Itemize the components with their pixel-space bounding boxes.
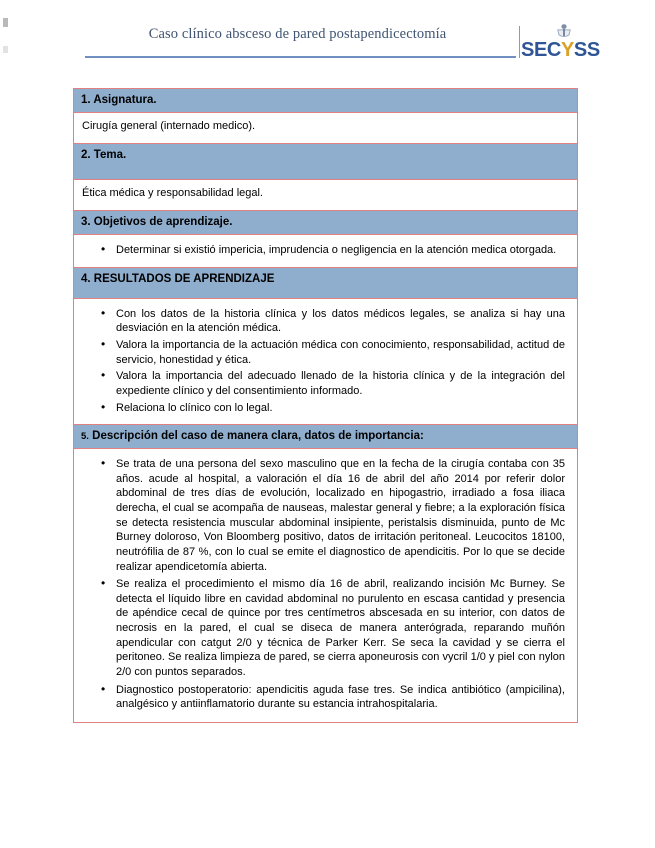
case-document-table — [73, 88, 578, 723]
section-body-row-objetivos — [74, 235, 578, 268]
resultados-bullet-list — [82, 307, 569, 415]
descripcion-bullet-list — [82, 457, 569, 712]
logo-text-y: Y — [560, 39, 574, 61]
section-body-asignatura: Cirugía general (internado medico). — [74, 113, 578, 144]
objetivos-bullet-list — [82, 243, 569, 258]
section-body-descripcion — [74, 449, 578, 723]
logo-text-sec: SEC — [521, 39, 561, 61]
section-header-row-asignatura — [74, 89, 578, 113]
list-item: • Valora la importancia de la actuación médica con conocimiento, responsabilidad, actitud de servicio, honestidad y ética. — [116, 338, 569, 367]
section-number-5: 5. — [81, 431, 89, 443]
section-body-row-resultados — [74, 298, 578, 424]
section-header-row-objetivos — [74, 211, 578, 235]
list-item: • Con los datos de la historia clínica y los datos médicos legales, se analiza si hay una desviación en la atención médica. — [116, 307, 569, 336]
section-header-row-tema — [74, 144, 578, 180]
section-header-row-resultados — [74, 267, 578, 298]
page-title: Caso clínico absceso de pared postapendicectomía — [148, 26, 447, 42]
section-heading-asignatura: 1. Asignatura. — [74, 89, 578, 113]
section-heading-descripcion — [74, 425, 578, 449]
header-title-wrap — [85, 26, 510, 43]
header-divider — [519, 26, 520, 58]
header-rule — [85, 56, 516, 58]
section-heading-resultados: 4. RESULTADOS DE APRENDIZAJE — [74, 267, 578, 298]
list-item: • Se realiza el procedimiento el mismo día 16 de abril, realizando incisión Mc Burney. Se detecta el líquido libre en cavidad abdominal no purulento en escasa cantidad y presencia de apéndice cecal de quince por tres centímetros abscesada en su interior, con datos de necrosis en la pared, el cual se diseca de manera anterógrada, reparando muñón apendicular con catgut 2/0 y técnica de Parker Kerr. Se seca la cavidad y se cierra el peritoneo. Se realiza limpieza de pared, se cierra aponeurosis con vycril 1/0 y piel con nylon 2/0 con puntos separados. — [116, 577, 569, 679]
section-body-row-asignatura — [74, 113, 578, 144]
list-item: • Determinar si existió impericia, imprudencia o negligencia en la atención medica otorgada. — [116, 243, 569, 258]
page-header — [0, 0, 655, 78]
section-body-tema: Ética médica y responsabilidad legal. — [74, 180, 578, 211]
section-header-row-descripcion — [74, 425, 578, 449]
section-body-row-descripcion — [74, 449, 578, 723]
list-item: • Valora la importancia del adecuado llenado de la historia clínica y de la integración del expediente clínico y del consentimiento informado. — [116, 369, 569, 398]
list-item: • Se trata de una persona del sexo masculino que en la fecha de la cirugía contaba con 35 años. acude al hospital, a valoración el día 16 de abril del año 2014 por referir dolor abdominal de tres días de evolución, localizado en hipogastrio, irradiado a fosa iliaca derecha, el cual se acompaña de nauseas, malestar general y fiebre; a la exploración física se detecta resistencia muscular abdominal insipiente, peristalsis disminuida, punto de Mc Burney doloroso, Von Bloomberg positivo, datos de irritación peritoneal. Leucocitos 18100, neutrófilia de 87 %, con lo cual se emite el diagnostico de apendicitis. Por lo que se decide realizar apendicetomía abierta. — [116, 457, 569, 574]
section-body-resultados — [74, 298, 578, 424]
section-body-objetivos — [74, 235, 578, 268]
logo-wordmark — [521, 39, 600, 61]
list-item: • Relaciona lo clínico con lo legal. — [116, 401, 569, 416]
section-body-row-tema — [74, 180, 578, 211]
secyss-logo — [521, 24, 600, 64]
logo-text-ss: SS — [573, 39, 600, 61]
section-heading-objetivos: 3. Objetivos de aprendizaje. — [74, 211, 578, 235]
list-item: • Diagnostico postoperatorio: apendicitis aguda fase tres. Se indica antibiótico (ampicilina), analgésico y antiinflamatorio durante su estancia intrahospitalaria. — [116, 683, 569, 712]
section-heading-tema: 2. Tema. — [74, 144, 578, 180]
section-heading-descripcion-text: Descripción del caso de manera clara, datos de importancia: — [88, 430, 424, 443]
